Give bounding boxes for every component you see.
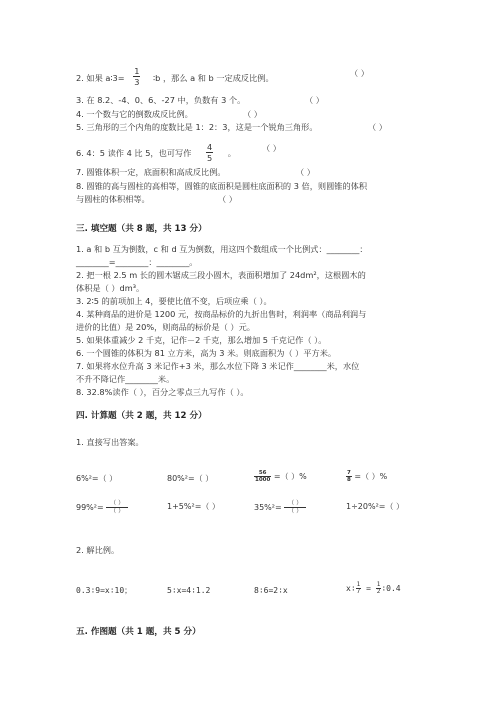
fraction-denominator: 8 [347, 477, 351, 483]
calc-r3-item-d-end: ∶0.4 [381, 584, 401, 593]
judge-q8-line2: 与圆柱的体积相等。 [76, 194, 150, 204]
fill-q2-line2: 体积是（ ）dm³。 [76, 283, 145, 293]
fraction-numerator: 1 [134, 66, 140, 76]
fraction-numerator: 1 [376, 581, 381, 588]
section-title-draw: 五. 作图题（共 1 题，共 5 分） [76, 627, 201, 637]
answer-paren[interactable]: （ ） [218, 194, 237, 204]
judge-q6-text-end: 。 [227, 148, 236, 158]
fill-q4-line2: 进价的比值）是 20%，则商品的标价是（ ）元。 [76, 322, 255, 332]
calc-r3-item-b: 5∶x=4∶1.2 [167, 586, 211, 595]
judge-q2 [76, 68, 274, 89]
calc-r2-item-c [254, 500, 306, 515]
calc-r3-item-d-equals: = [361, 584, 376, 593]
fill-q1-line1: 1. a 和 b 互为倒数，c 和 d 互为倒数，用这四个数组成一个比例式：________： [76, 244, 368, 254]
fill-q4-line1: 4. 某种商品的进价是 1200 元，按商品标价的九折出售时，利润率（商品利润与 [76, 309, 367, 319]
fraction-numerator: 1 [356, 581, 361, 588]
judge-q2-text: 2. 如果 a∶3= [76, 73, 125, 83]
section-title-calc: 四. 计算题（共 2 题，共 12 分） [76, 411, 207, 421]
calc-r3-item-a: 0.3∶9=x∶10； [76, 586, 133, 595]
section-title-fill: 三. 填空题（共 8 题，共 13 分） [76, 224, 207, 234]
calc-r2-item-c-text: 35%²= [254, 503, 282, 512]
fraction-numerator: 56 [254, 470, 271, 477]
fraction-7-8 [346, 470, 352, 483]
judge-q5: 5. 三角形的三个内角的度数比是 1：2：3，这是一个锐角三角形。 [76, 122, 318, 132]
fill-q7-line1: 7. 如果将水位升高 3 米记作+3 米，那么水位下降 3 米记作________米，水位 [76, 361, 360, 371]
fill-q2-line1: 2. 把一根 2.5 m 长的圆木锯成三段小圆木，表面积增加了 24dm²，这根圆木的 [76, 270, 366, 280]
calc-r1-item-d-answer: =（ ）% [354, 472, 388, 481]
fraction-denominator: 2 [376, 588, 381, 595]
fraction-denominator: 1000 [255, 477, 271, 483]
fill-q3: 3. 2∶5 的前项加上 4，要使比值不变，后项应乘（ ）。 [76, 296, 272, 306]
calc-r3-item-d [346, 582, 401, 595]
calc-r2-item-b: 1+5%²=（ ） [167, 502, 220, 511]
calc-r1-item-c [254, 470, 307, 483]
calc-r1-item-b: 80%²=（ ） [167, 474, 214, 483]
judge-q7: 7. 圆锥体积一定，底面积和高成反比例。 [76, 167, 226, 177]
fraction-denominator: （ ） [110, 508, 125, 515]
calc-r3-item-c: 8∶6=2∶x [254, 586, 288, 595]
fill-q6: 6. 一个圆锥的体积为 81 立方米，高为 3 米。则底面积为（ ）平方米。 [76, 348, 337, 358]
fill-q7-line2: 不升不降记作________米。 [76, 374, 175, 384]
fraction-56-1000 [254, 470, 271, 483]
calc-r1-item-d [346, 470, 387, 483]
fraction-one-third [133, 66, 140, 87]
fraction-four-fifths [206, 142, 213, 163]
judge-q3: 3. 在 8.2、-4、0、6、-27 中，负数有 3 个。 [76, 95, 246, 105]
judge-q2-text-end: ∶b ，那么 a 和 b 一定成反比例。 [153, 73, 274, 83]
fraction-denominator: 7 [356, 588, 361, 595]
answer-paren[interactable]: （ ） [305, 95, 324, 105]
fill-q5: 5. 如果体重减少 2 千克，记作－2 千克，那么增加 5 千克记作（ ）。 [76, 335, 327, 345]
fraction-numerator: 7 [347, 470, 351, 476]
fraction-numerator: 4 [206, 142, 213, 152]
fill-q8: 8. 32.8%读作（ ），百分之零点三九写作（ ）。 [76, 387, 249, 397]
answer-paren[interactable]: （ ） [262, 143, 281, 153]
fill-q1-line2: ________=________：________。 [76, 257, 198, 267]
answer-paren[interactable]: （ ） [296, 167, 315, 177]
fraction-numerator: （ ） [284, 500, 306, 508]
calc-r1-item-a: 6%²=（ ） [76, 474, 118, 483]
calc-sub2-title: 2. 解比例。 [76, 545, 120, 555]
calc-r2-item-a-text: 99%²= [76, 503, 104, 512]
fraction-denominator: 3 [134, 77, 140, 87]
calc-r3-item-d-text: x∶ [346, 584, 356, 593]
fraction-answer-blank[interactable] [106, 500, 128, 515]
fraction-denominator: 5 [206, 153, 213, 163]
calc-r2-item-a [76, 500, 128, 515]
judge-q4: 4. 一个数与它的倒数成反比例。 [76, 109, 193, 119]
judge-q6 [76, 143, 236, 164]
fraction-denominator: （ ） [288, 508, 303, 515]
calc-r2-item-d: 1÷20%²=（ ） [346, 502, 405, 511]
fraction-answer-blank[interactable] [284, 500, 306, 515]
judge-q8-line1: 8. 圆锥的高与圆柱的高相等，圆锥的底面积是圆柱底面积的 3 倍，则圆锥的体积 [76, 181, 368, 191]
calc-r1-item-c-answer: =（ ）% [273, 472, 307, 481]
fraction-numerator: （ ） [106, 500, 128, 508]
judge-q6-text: 6. 4：5 读作 4 比 5，也可写作 [76, 148, 192, 158]
calc-sub1-title: 1. 直接写出答案。 [76, 437, 144, 447]
answer-paren[interactable]: （ ） [243, 109, 262, 119]
answer-paren[interactable]: （ ） [350, 68, 369, 78]
answer-paren[interactable]: （ ） [368, 122, 387, 132]
